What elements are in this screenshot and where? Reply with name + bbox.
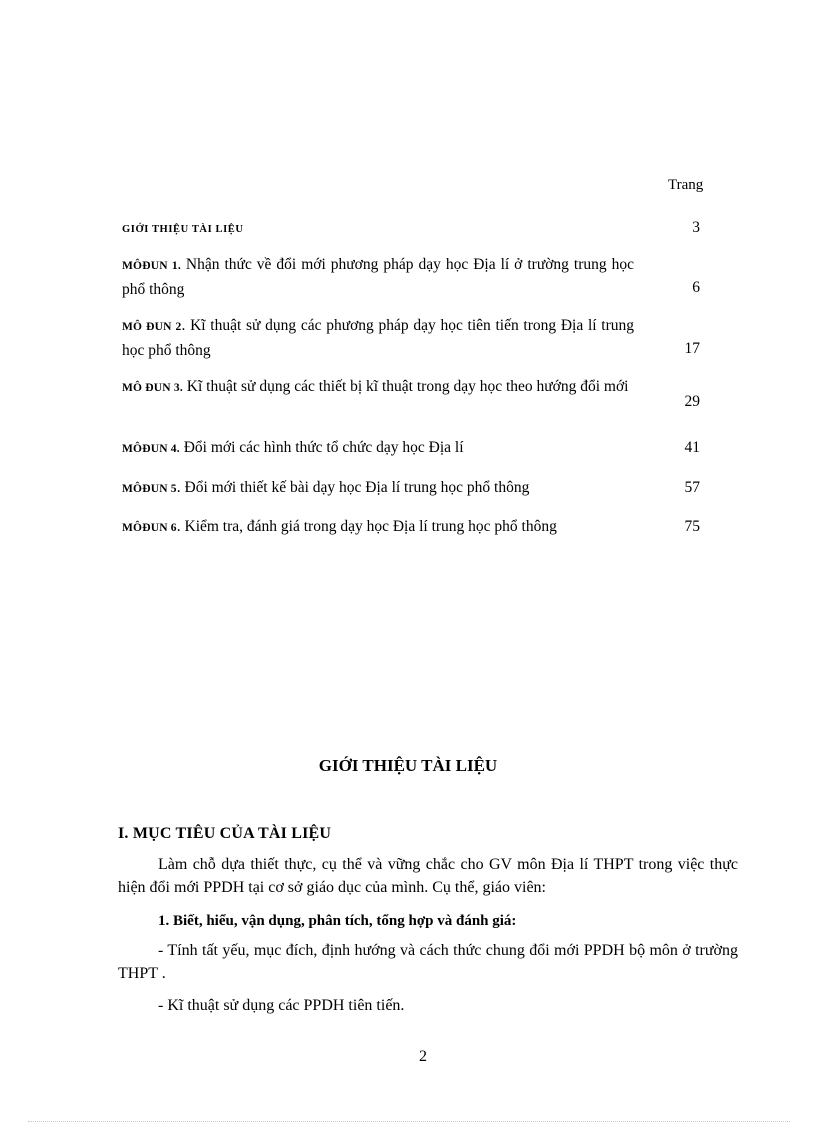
toc-entry-text: . Kiểm tra, đánh giá trong dạy học Địa lí trung học phổ thông [176,518,557,535]
toc-entry-page: 57 [684,479,700,496]
toc-entry-text: Kĩ thuật sử dụng các thiết bị kĩ thuật trong dạy học theo hướng đổi mới [182,378,629,395]
toc-page-header: Trang [668,177,704,193]
toc-entry-text: Đổi mới các hình thức tổ chức dạy học Địa lí [179,439,464,456]
toc-entry [122,436,708,459]
toc-entry-page: 17 [684,340,700,357]
toc-entry-label: MÔĐUN 6 [122,522,177,534]
toc-entry [122,375,708,421]
toc-entry [122,515,708,538]
page-number: 2 [419,1048,427,1065]
toc-entry-label: MÔ ĐUN 2 [122,321,182,333]
toc-entry [122,476,708,499]
intro-title: GIỚI THIỆU TÀI LIỆU [318,756,498,775]
toc-entry-page: 3 [692,219,700,236]
toc-entry [122,253,708,299]
objective-subheading: 1. Biết, hiểu, vận dụng, phân tích, tổng hợp và đánh giá: [158,913,517,929]
toc-entry-page: 29 [684,393,700,410]
objective-bullet: - Kĩ thuật sử dụng các PPDH tiên tiến. [158,997,405,1014]
toc-entry-text: Nhận thức về đổi mới phương pháp dạy học Địa lí ở trường trung học phổ thông [122,256,634,298]
toc-entry [122,216,708,239]
toc-entry-page: 6 [692,279,700,296]
toc-entry-text: . Đổi mới thiết kế bài dạy học Địa lí trung học phổ thông [176,479,530,496]
toc-entry-label: GIỚI THIỆU TÀI LIỆU [122,224,244,235]
toc-entry-page: 75 [684,518,700,535]
intro-paragraph: Làm chỗ dựa thiết thực, cụ thể và vững chắc cho GV môn Địa lí THPT trong việc thực hiện đổi mới PPDH tại cơ sở giáo dục của mình. Cụ thể, giáo viên: [118,856,738,896]
toc-entry-label: MÔ ĐUN 3. [122,382,183,394]
toc-entry [122,314,708,360]
toc-entry-text: . Kĩ thuật sử dụng các phương pháp dạy học tiên tiến trong Địa lí trung học phổ thông [122,317,634,359]
objective-bullet: - Tính tất yếu, mục đích, định hướng và cách thức chung đổi mới PPDH bộ môn ở trường THPT . [118,942,738,982]
toc-entry-label: MÔĐUN 4. [122,443,180,455]
toc-entry-label: MÔĐUN 1. [122,260,181,272]
page-bottom-divider [28,1121,790,1122]
toc-entry-page: 41 [684,439,700,456]
section-heading: I. MỤC TIÊU CỦA TÀI LIỆU [118,825,332,842]
toc-entry-label: MÔĐUN 5 [122,483,177,495]
